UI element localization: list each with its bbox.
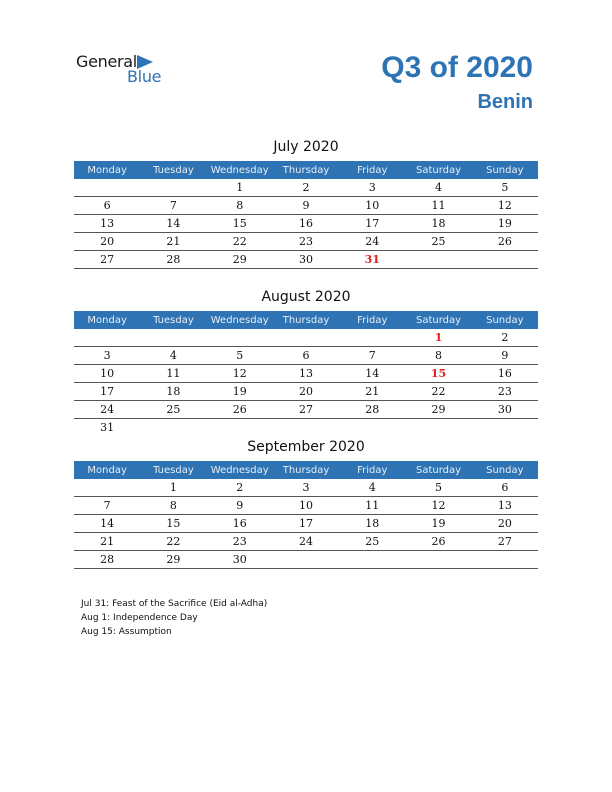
day-cell: 18: [140, 383, 206, 401]
day-cell: 17: [273, 515, 339, 533]
week-row: [74, 533, 538, 551]
empty-day-cell: [405, 251, 471, 269]
day-cell: 4: [140, 347, 206, 365]
day-cell: 13: [273, 365, 339, 383]
day-cell: 3: [74, 347, 140, 365]
empty-day-cell: [273, 419, 339, 437]
weekday-header: Monday: [74, 461, 140, 479]
day-cell: 15: [405, 365, 471, 383]
day-cell: 12: [405, 497, 471, 515]
month-title: July 2020: [273, 139, 339, 155]
day-cell: 25: [339, 533, 405, 551]
day-cell: 24: [339, 233, 405, 251]
empty-day-cell: [472, 251, 538, 269]
empty-day-cell: [207, 419, 273, 437]
day-cell: 11: [405, 197, 471, 215]
weekday-header: Tuesday: [140, 461, 206, 479]
logo-general-text: General: [76, 52, 137, 71]
calendar-grid: [74, 461, 538, 569]
weekday-header: Wednesday: [207, 161, 273, 179]
day-cell: 30: [273, 251, 339, 269]
day-cell: 18: [405, 215, 471, 233]
week-row: [74, 251, 538, 269]
empty-day-cell: [405, 419, 471, 437]
empty-day-cell: [273, 329, 339, 347]
day-cell: 16: [207, 515, 273, 533]
day-cell: 24: [273, 533, 339, 551]
day-cell: 10: [273, 497, 339, 515]
day-cell: 4: [405, 179, 471, 197]
week-row: [74, 497, 538, 515]
country-name: Benin: [477, 91, 533, 113]
weekday-header-row: [74, 311, 538, 329]
day-cell: 22: [140, 533, 206, 551]
weekday-header: Thursday: [273, 161, 339, 179]
day-cell: 23: [207, 533, 273, 551]
week-row: [74, 215, 538, 233]
day-cell: 1: [140, 479, 206, 497]
day-cell: 17: [339, 215, 405, 233]
day-cell: 27: [472, 533, 538, 551]
day-cell: 31: [100, 421, 115, 434]
day-cell: 26: [405, 533, 471, 551]
day-cell: 1: [207, 179, 273, 197]
day-cell: 15: [207, 215, 273, 233]
day-cell: 20: [74, 233, 140, 251]
day-cell: 4: [339, 479, 405, 497]
weekday-header: Thursday: [273, 311, 339, 329]
day-cell: 15: [140, 515, 206, 533]
empty-day-cell: [140, 329, 206, 347]
empty-day-cell: [339, 419, 405, 437]
calendar-grid: [74, 311, 538, 436]
empty-day-cell: [339, 329, 405, 347]
day-cell: 19: [472, 215, 538, 233]
week-row: [74, 347, 538, 365]
day-cell: 28: [140, 251, 206, 269]
weekday-header: Monday: [74, 161, 140, 179]
day-cell: 30: [472, 401, 538, 419]
generalblue-logo: [76, 52, 196, 88]
day-cell: 18: [339, 515, 405, 533]
day-cell: 12: [207, 365, 273, 383]
day-cell: 13: [74, 215, 140, 233]
weekday-header: Saturday: [405, 311, 471, 329]
day-cell: 27: [74, 251, 140, 269]
day-cell: 13: [472, 497, 538, 515]
day-cell: 23: [472, 383, 538, 401]
holiday-note: Jul 31: Feast of the Sacrifice (Eid al-Adha): [81, 599, 268, 609]
month-title: August 2020: [261, 289, 351, 305]
weekday-header: Thursday: [273, 461, 339, 479]
day-cell: 6: [74, 197, 140, 215]
day-cell: 9: [207, 497, 273, 515]
day-cell: 2: [472, 329, 538, 347]
day-cell: 12: [472, 197, 538, 215]
empty-day-cell: [472, 419, 538, 437]
day-cell: 5: [472, 179, 538, 197]
day-cell: 2: [273, 179, 339, 197]
day-cell: 21: [339, 383, 405, 401]
day-cell: 26: [207, 401, 273, 419]
day-cell: 1: [405, 329, 471, 347]
day-cell: 21: [74, 533, 140, 551]
empty-day-cell: [273, 551, 339, 569]
week-row: [74, 419, 538, 437]
day-cell: 25: [405, 233, 471, 251]
week-row: [74, 365, 538, 383]
day-cell: 9: [273, 197, 339, 215]
day-cell: 31: [339, 251, 405, 269]
day-cell: 8: [140, 497, 206, 515]
day-cell: 29: [207, 251, 273, 269]
day-cell: 21: [140, 233, 206, 251]
month-july: [74, 137, 538, 269]
day-cell: 23: [273, 233, 339, 251]
day-cell: 5: [207, 347, 273, 365]
month-august: [74, 287, 538, 436]
day-cell: 10: [339, 197, 405, 215]
logo-blue-text: Blue: [127, 67, 162, 86]
week-row: [74, 197, 538, 215]
empty-day-cell: [207, 329, 273, 347]
weekday-header: Tuesday: [140, 161, 206, 179]
empty-day-cell: [472, 551, 538, 569]
day-cell: 30: [207, 551, 273, 569]
holiday-note: Aug 1: Independence Day: [81, 613, 198, 623]
weekday-header: Friday: [339, 311, 405, 329]
day-cell: 6: [273, 347, 339, 365]
day-cell: 8: [405, 347, 471, 365]
weekday-header: Saturday: [405, 461, 471, 479]
weekday-header: Sunday: [472, 311, 538, 329]
weekday-header-row: [74, 461, 538, 479]
day-cell: 14: [74, 515, 140, 533]
week-row: [74, 551, 538, 569]
day-cell: 16: [472, 365, 538, 383]
weekday-header: Friday: [339, 461, 405, 479]
weekday-header: Saturday: [405, 161, 471, 179]
day-cell: 19: [405, 515, 471, 533]
day-cell: 20: [273, 383, 339, 401]
day-cell: 7: [140, 197, 206, 215]
holiday-note: Aug 15: Assumption: [81, 627, 172, 637]
month-september: [74, 437, 538, 569]
day-cell: 7: [339, 347, 405, 365]
weekday-header-row: [74, 161, 538, 179]
weekday-header: Sunday: [472, 461, 538, 479]
day-cell: 19: [207, 383, 273, 401]
empty-day-cell: [74, 479, 140, 497]
day-cell: 22: [207, 233, 273, 251]
day-cell: 11: [339, 497, 405, 515]
weekday-header: Friday: [339, 161, 405, 179]
week-row: [74, 515, 538, 533]
calendar-grid: [74, 161, 538, 269]
day-cell: 28: [339, 401, 405, 419]
day-cell: 24: [74, 401, 140, 419]
week-row: [74, 401, 538, 419]
week-row: [74, 383, 538, 401]
empty-day-cell: [405, 551, 471, 569]
day-cell: 3: [273, 479, 339, 497]
day-cell: 28: [74, 551, 140, 569]
day-cell: 2: [207, 479, 273, 497]
week-row: [74, 233, 538, 251]
day-cell: 11: [140, 365, 206, 383]
day-cell: 20: [472, 515, 538, 533]
day-cell: 25: [140, 401, 206, 419]
day-cell: 9: [472, 347, 538, 365]
holiday-notes: [81, 597, 267, 639]
page-title: Q3 of 2020: [381, 51, 533, 84]
weekday-header: Tuesday: [140, 311, 206, 329]
week-row: [74, 329, 538, 347]
week-row: [74, 179, 538, 197]
day-cell: 16: [273, 215, 339, 233]
day-cell: 10: [74, 365, 140, 383]
empty-day-cell: [74, 329, 140, 347]
weekday-header: Monday: [74, 311, 140, 329]
day-cell: 5: [405, 479, 471, 497]
day-cell: 14: [339, 365, 405, 383]
day-cell: 8: [207, 197, 273, 215]
day-cell: 6: [472, 479, 538, 497]
day-cell: 22: [405, 383, 471, 401]
empty-day-cell: [140, 419, 206, 437]
weekday-header: Wednesday: [207, 311, 273, 329]
empty-day-cell: [74, 179, 140, 197]
weekday-header: Wednesday: [207, 461, 273, 479]
day-cell: 7: [74, 497, 140, 515]
day-cell: 29: [405, 401, 471, 419]
day-cell: 27: [273, 401, 339, 419]
day-cell: 14: [140, 215, 206, 233]
empty-day-cell: [140, 179, 206, 197]
day-cell: 26: [472, 233, 538, 251]
day-cell: 3: [339, 179, 405, 197]
month-title: September 2020: [247, 439, 365, 455]
day-cell: 29: [140, 551, 206, 569]
weekday-header: Sunday: [472, 161, 538, 179]
day-cell: 17: [74, 383, 140, 401]
empty-day-cell: [339, 551, 405, 569]
week-row: [74, 479, 538, 497]
